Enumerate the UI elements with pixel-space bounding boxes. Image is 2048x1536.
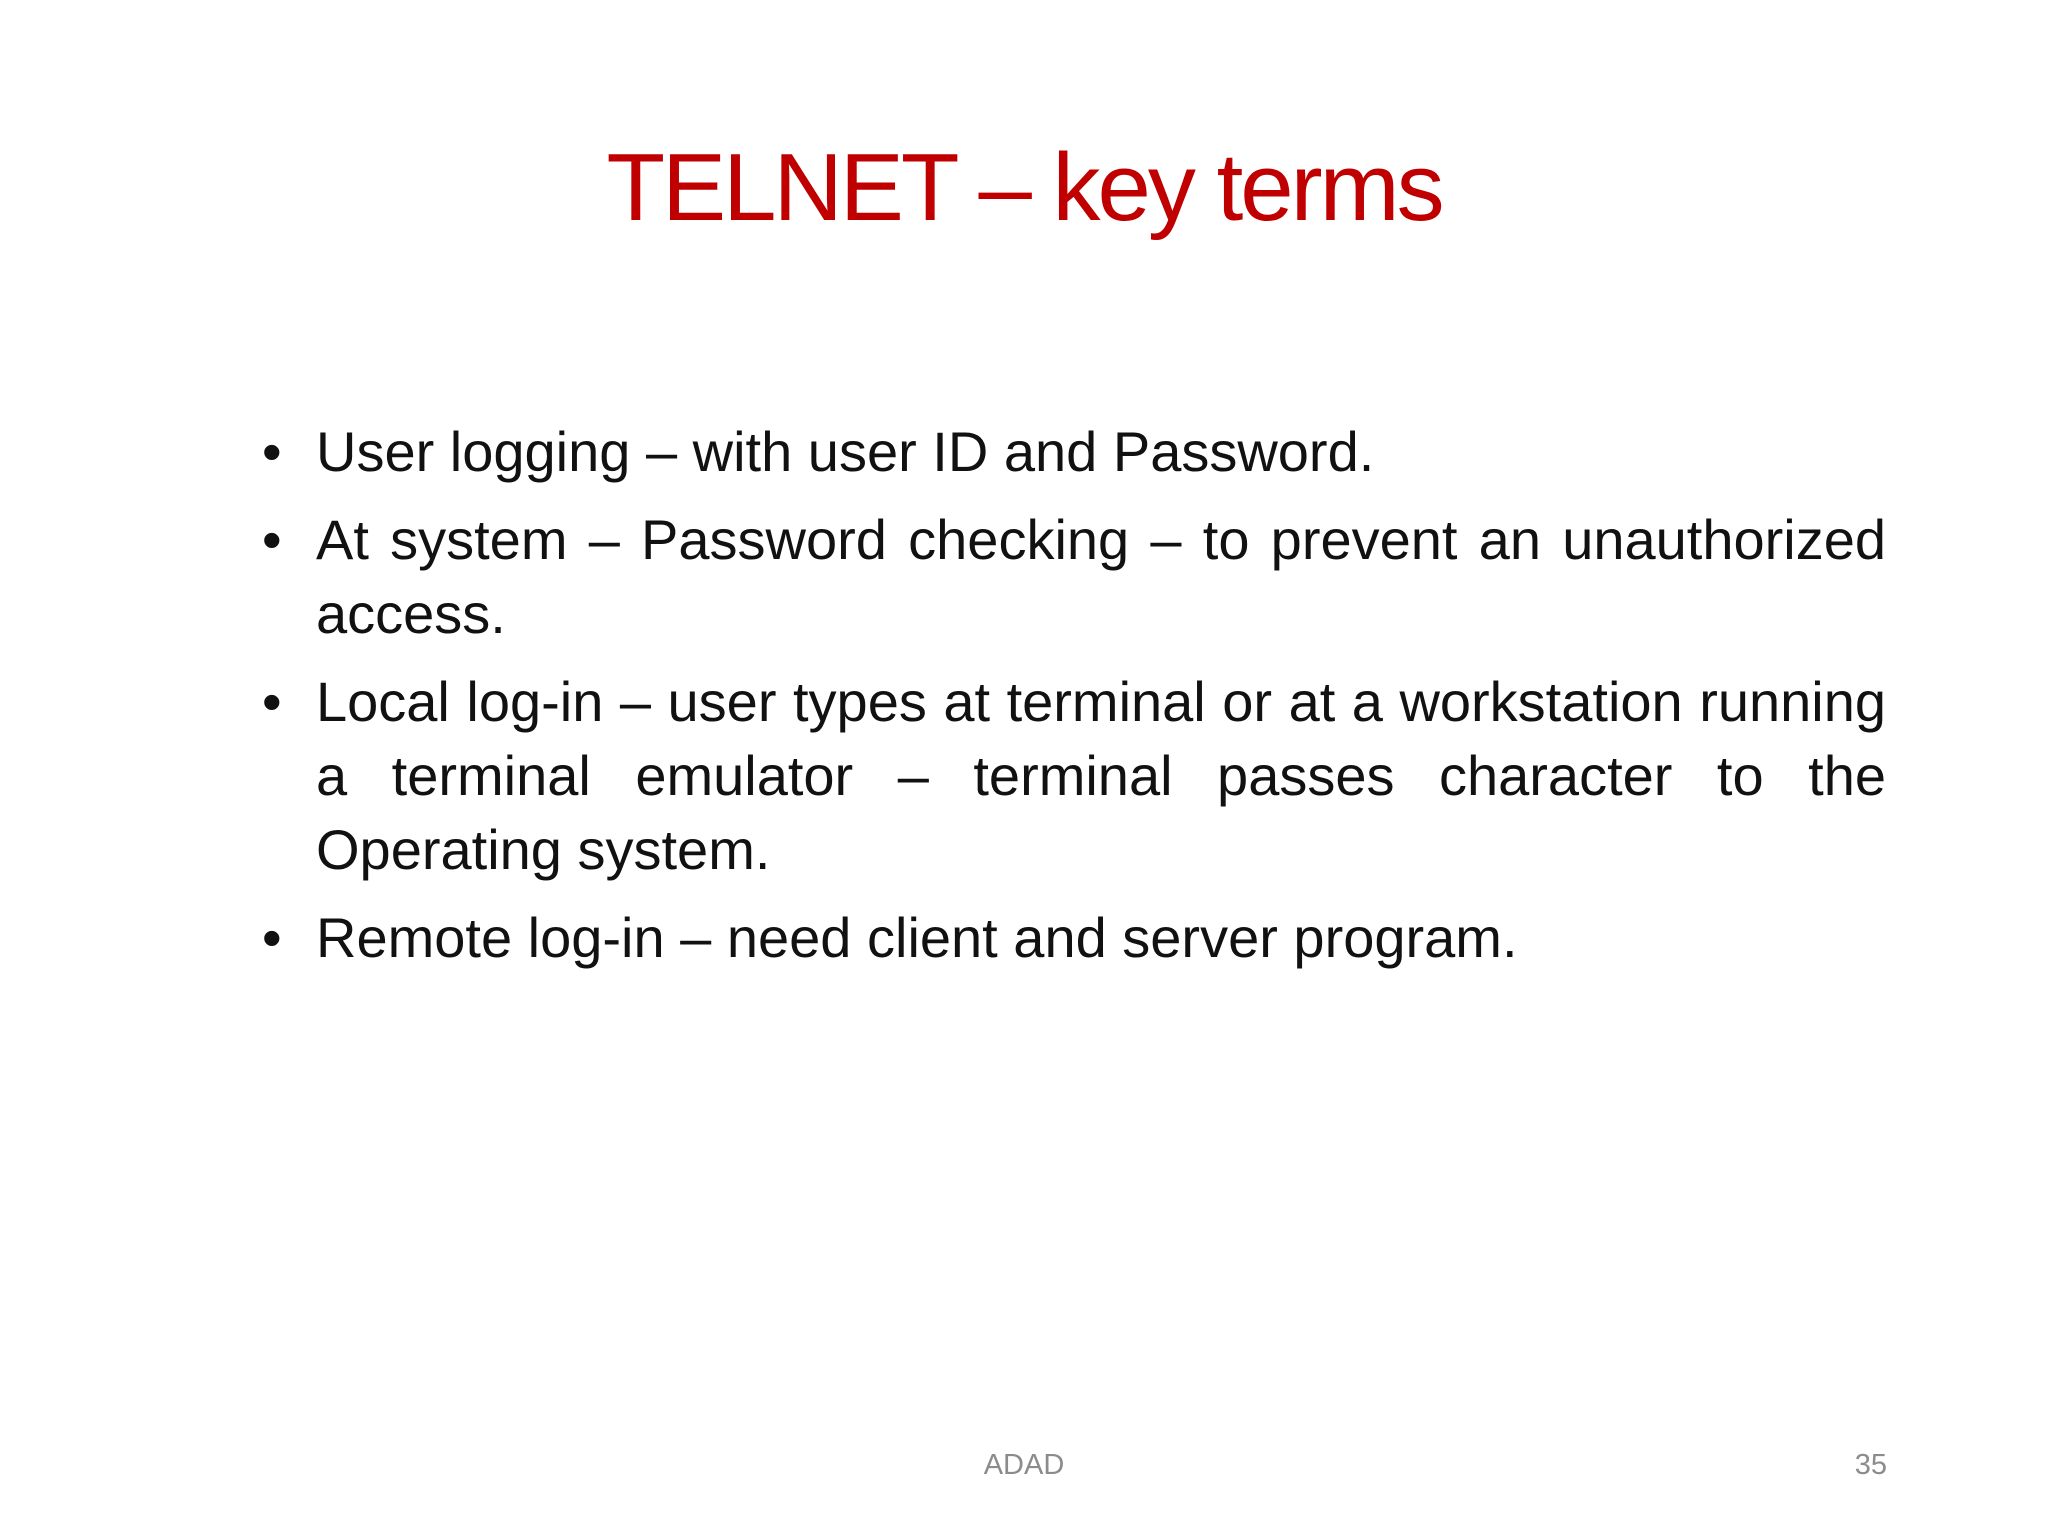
page-number: 35 xyxy=(1854,1449,1887,1481)
slide-title: TELNET – key terms xyxy=(606,134,1442,241)
bullet-item-3: • Local log-in – user types at terminal or at a workstation running a terminal emulator – terminal passes character to the Operating system. xyxy=(262,665,1886,887)
bullet-list xyxy=(262,415,1886,989)
bullet-item-4: • Remote log-in – need client and server program. xyxy=(262,901,1886,975)
bullet-item-2: • At system – Password checking – to prevent an unauthorized access. xyxy=(262,503,1886,651)
footer-text: ADAD xyxy=(983,1449,1065,1481)
bullet-item-1: • User logging – with user ID and Password. xyxy=(262,415,1886,489)
